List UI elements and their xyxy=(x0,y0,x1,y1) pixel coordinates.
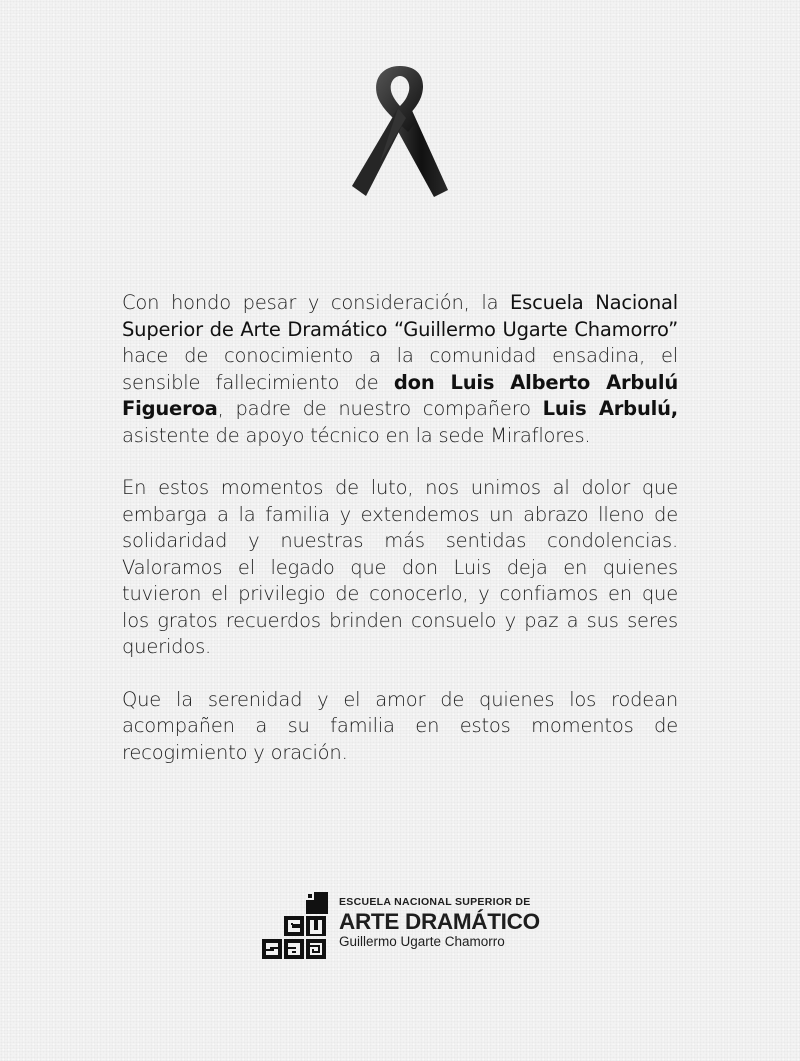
text-run: , padre de nuestro compañero xyxy=(217,397,543,420)
text-run: hace de conocimiento a la comunidad ensadina, el sensible fallecimiento de xyxy=(122,344,678,394)
colleague-name: Luis Arbulú, xyxy=(542,397,678,420)
deceased-name: don Luis Alberto Arbulú Figueroa xyxy=(122,370,678,420)
text-run: En estos momentos de luto, nos unimos al dolor que embarga a la familia y extendemos un abrazo lleno de solidaridad y nuestras más sentidas condolencias. Valoramos el legado que don Luis deja en quienes tuvieron el privilegio de conocerlo, y confiamos en que los gratos recuerdos brinden consuelo y paz a sus seres queridos. xyxy=(122,476,678,658)
text-run: asistente de apoyo técnico en la sede Miraflores. xyxy=(122,423,591,447)
ensad-logo-icon xyxy=(262,892,328,962)
paragraph-2 xyxy=(122,475,678,661)
ensad-logo xyxy=(262,892,552,964)
paragraph-3 xyxy=(122,687,678,767)
logo-line-3: Guillermo Ugarte Chamorro xyxy=(339,934,505,949)
logo-wordmark xyxy=(339,896,559,950)
text-run: Que la serenidad y el amor de quienes los rodean acompañen a su familia en estos momentos de recogimiento y oración. xyxy=(122,687,678,764)
logo-line-1: ESCUELA NACIONAL SUPERIOR DE xyxy=(339,896,531,908)
text-run: Con hondo pesar y consideración, la xyxy=(122,291,511,314)
institution-name: Escuela Nacional Superior de Arte Dramático “Guillermo Ugarte Chamorro” xyxy=(122,291,678,341)
condolence-message xyxy=(122,290,678,766)
mourning-ribbon-icon xyxy=(350,62,450,200)
logo-line-2: ARTE DRAMÁTICO xyxy=(339,909,540,934)
paragraph-1 xyxy=(122,290,678,449)
